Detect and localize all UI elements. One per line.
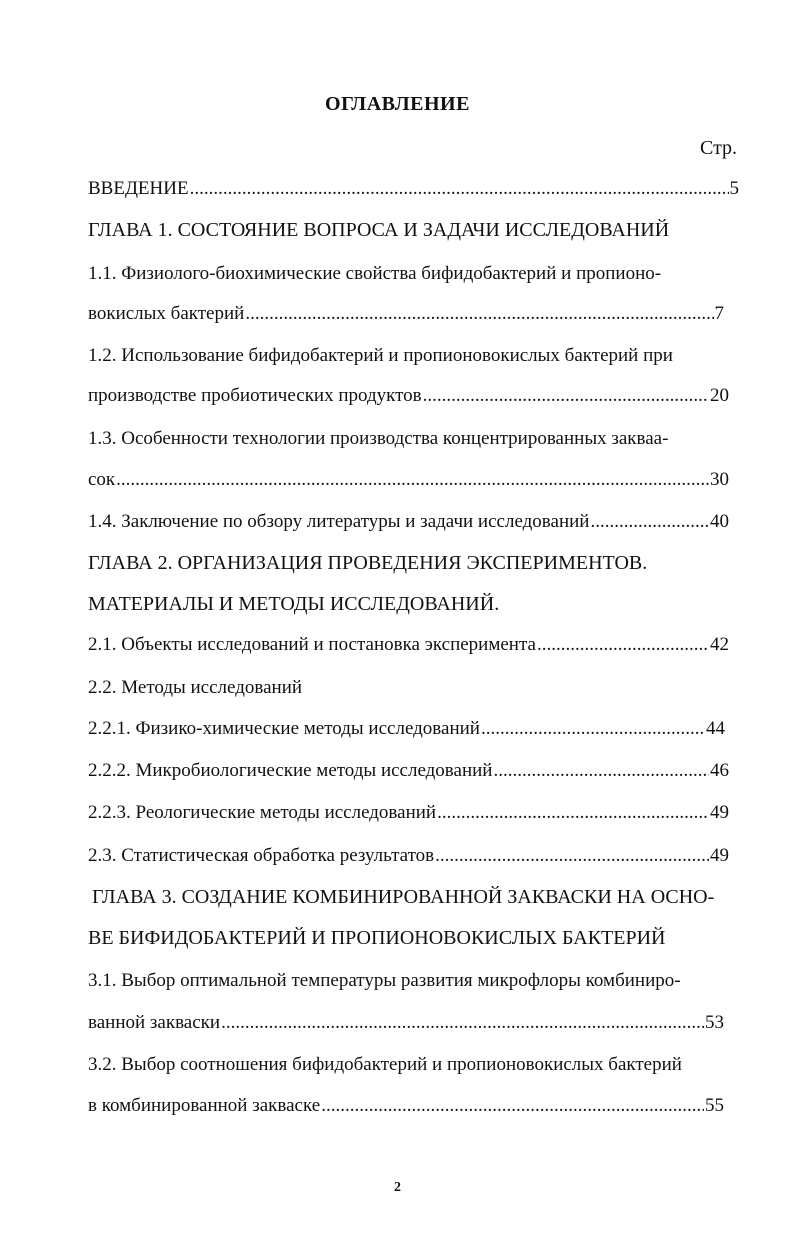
toc-entry-text: вокислых бактерий <box>88 303 245 324</box>
toc-entry-2-1 <box>88 634 729 656</box>
toc-entry-2-2-2 <box>88 760 729 782</box>
toc-chapter-3-a: ГЛАВА 3. СОЗДАНИЕ КОМБИНИРОВАННОЙ ЗАКВАСКИ НА ОСНО- <box>92 886 715 908</box>
toc-page-number: 42 <box>710 634 729 655</box>
toc-page-number: 55 <box>705 1095 724 1116</box>
dot-leader <box>435 845 709 867</box>
toc-entry-text: 2.2.3. Реологические методы исследований <box>88 802 437 823</box>
toc-page-number: 30 <box>710 469 729 490</box>
toc-page-number: 49 <box>710 802 729 823</box>
toc-page-number: 7 <box>714 303 724 324</box>
dot-leader <box>245 303 713 325</box>
toc-line-1-2-a: 1.2. Использование бифидобактерий и пропионовокислых бактерий при <box>88 345 673 366</box>
toc-entry-text: производстве пробиотических продуктов <box>88 385 422 406</box>
toc-chapter-1: ГЛАВА 1. СОСТОЯНИЕ ВОПРОСА И ЗАДАЧИ ИССЛЕДОВАНИЙ <box>88 219 670 241</box>
toc-entry-text: сок <box>88 469 116 490</box>
dot-leader <box>537 634 709 656</box>
dot-leader <box>493 760 709 782</box>
dot-leader <box>423 385 709 407</box>
toc-line-2-2: 2.2. Методы исследований <box>88 677 303 698</box>
dot-leader <box>437 802 709 824</box>
toc-entry-intro <box>88 178 739 200</box>
page-column-label: Стр. <box>700 137 738 159</box>
dot-leader <box>221 1012 704 1034</box>
toc-entry-2-2-1 <box>88 718 725 740</box>
toc-entry-2-2-3 <box>88 802 729 824</box>
toc-entry-1-1 <box>88 303 724 325</box>
dot-leader <box>190 178 729 200</box>
toc-entry-text: 2.2.2. Микробиологические методы исследований <box>88 760 493 781</box>
dot-leader <box>481 718 705 740</box>
toc-page-number: 40 <box>710 511 729 532</box>
page-number-footer: 2 <box>394 1180 401 1195</box>
toc-entry-3-2 <box>88 1095 724 1117</box>
toc-entry-text: в комбинированной закваске <box>88 1095 321 1116</box>
toc-entry-text: 1.4. Заключение по обзору литературы и задачи исследований <box>88 511 590 532</box>
toc-entry-text: 2.3. Статистическая обработка результатов <box>88 845 435 866</box>
toc-page-number: 53 <box>705 1012 724 1033</box>
toc-page-number: 49 <box>710 845 729 866</box>
toc-line-3-1-a: 3.1. Выбор оптимальной температуры развития микрофлоры комбиниро- <box>88 970 681 991</box>
toc-entry-text: 2.2.1. Физико-химические методы исследований <box>88 718 480 739</box>
toc-line-1-3-a: 1.3. Особенности технологии производства концентрированных закваа- <box>88 428 669 449</box>
toc-chapter-3-b: ВЕ БИФИДОБАКТЕРИЙ И ПРОПИОНОВОКИСЛЫХ БАКТЕРИЙ <box>88 927 666 949</box>
toc-entry-1-3 <box>88 469 729 491</box>
toc-line-1-1-a: 1.1. Физиолого-биохимические свойства бифидобактерий и пропионо- <box>88 263 662 284</box>
toc-entry-2-3 <box>88 845 729 867</box>
dot-leader <box>321 1095 704 1117</box>
toc-page-number: 46 <box>710 760 729 781</box>
toc-entry-text: ВВЕДЕНИЕ <box>88 178 189 199</box>
toc-page-number: 5 <box>729 178 739 199</box>
toc-entry-1-4 <box>88 511 729 533</box>
toc-entry-3-1 <box>88 1012 724 1034</box>
toc-entry-text: ванной закваски <box>88 1012 221 1033</box>
dot-leader <box>590 511 709 533</box>
toc-chapter-2-a: ГЛАВА 2. ОРГАНИЗАЦИЯ ПРОВЕДЕНИЯ ЭКСПЕРИМЕНТОВ. <box>88 552 648 574</box>
page-title: ОГЛАВЛЕНИЕ <box>325 93 470 115</box>
toc-line-3-2-a: 3.2. Выбор соотношения бифидобактерий и пропионовокислых бактерий <box>88 1054 682 1075</box>
toc-entry-text: 2.1. Объекты исследований и постановка эксперимента <box>88 634 536 655</box>
toc-chapter-2-b: МАТЕРИАЛЫ И МЕТОДЫ ИССЛЕДОВАНИЙ. <box>88 593 500 615</box>
toc-page-number: 20 <box>710 385 729 406</box>
toc-page-number: 44 <box>706 718 725 739</box>
dot-leader <box>116 469 709 491</box>
toc-entry-1-2 <box>88 385 729 407</box>
